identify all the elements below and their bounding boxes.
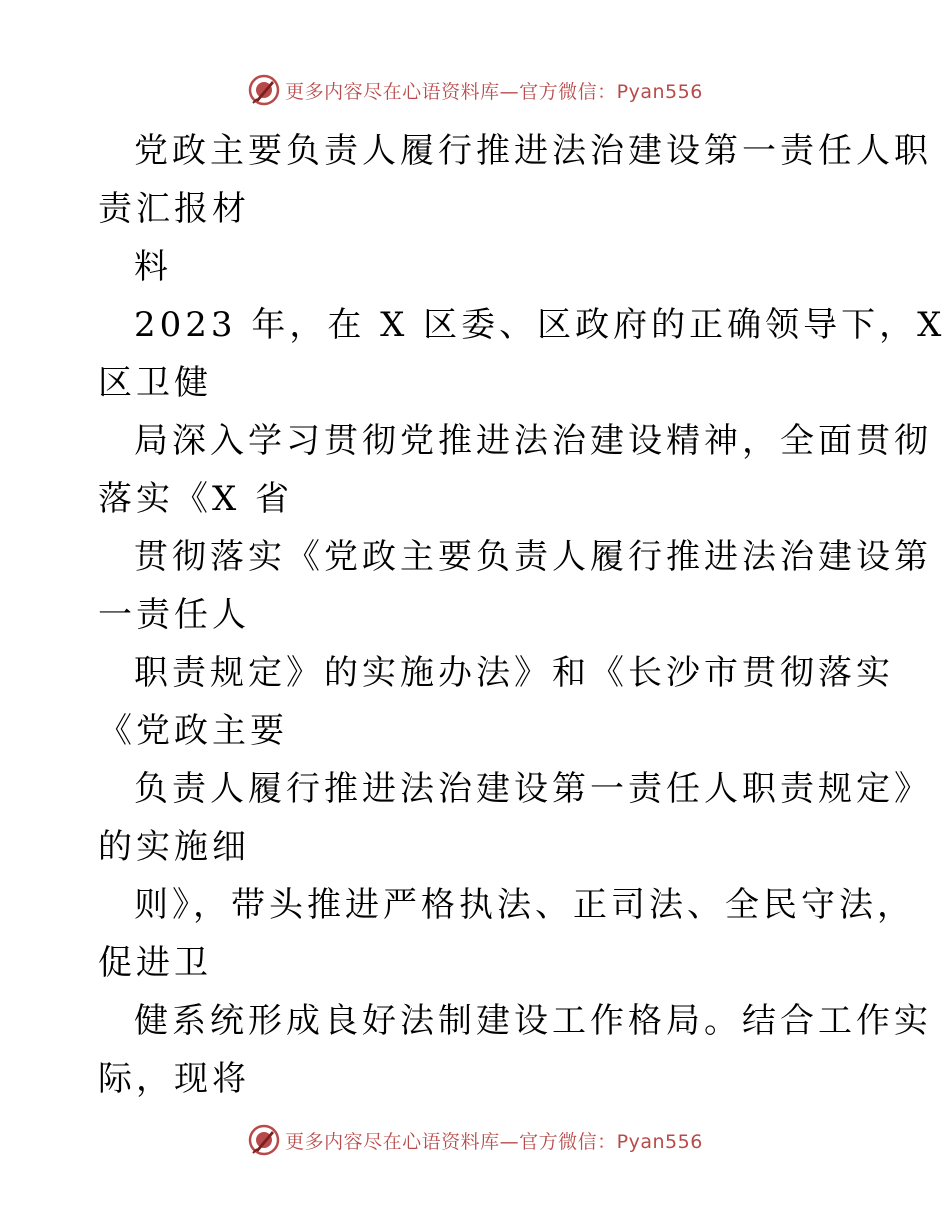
text-line: 落实《X 省 <box>98 479 294 519</box>
footer-banner-text: 更多内容尽在心语资料库—官方微信：Pyan556 <box>285 1130 703 1153</box>
quill-seal-icon <box>247 73 281 107</box>
text-line: 负责人履行推进法治建设第一责任人职责规定》 <box>134 769 932 809</box>
header-banner-text: 更多内容尽在心语资料库—官方微信：Pyan556 <box>285 80 703 103</box>
text-line: 党政主要负责人履行推进法治建设第一责任人职 <box>134 131 932 171</box>
text-line: 区卫健 <box>98 363 212 403</box>
text-line: 的实施细 <box>98 827 250 867</box>
quill-seal-icon <box>247 1123 281 1157</box>
text-line: 促进卫 <box>98 943 212 983</box>
text-line: 贯彻落实《党政主要负责人履行推进法治建设第 <box>134 537 932 577</box>
text-line: 一责任人 <box>98 595 250 635</box>
text-line: 料 <box>134 247 172 287</box>
text-line: 际，现将 <box>98 1059 250 1099</box>
text-line: 责汇报材 <box>98 189 250 229</box>
text-line: 健系统形成良好法制建设工作格局。结合工作实 <box>134 1001 932 1041</box>
header-banner <box>0 70 950 110</box>
document-body <box>98 122 946 1108</box>
text-line: 2023 年，在 X 区委、区政府的正确领导下，X <box>134 305 946 345</box>
footer-banner <box>0 1120 950 1160</box>
text-line: 职责规定》的实施办法》和《长沙市贯彻落实 <box>134 653 894 693</box>
text-line: 《党政主要 <box>98 711 288 751</box>
text-line: 则》，带头推进严格执法、正司法、全民守法， <box>134 885 915 925</box>
text-line: 局深入学习贯彻党推进法治建设精神，全面贯彻 <box>134 421 932 461</box>
